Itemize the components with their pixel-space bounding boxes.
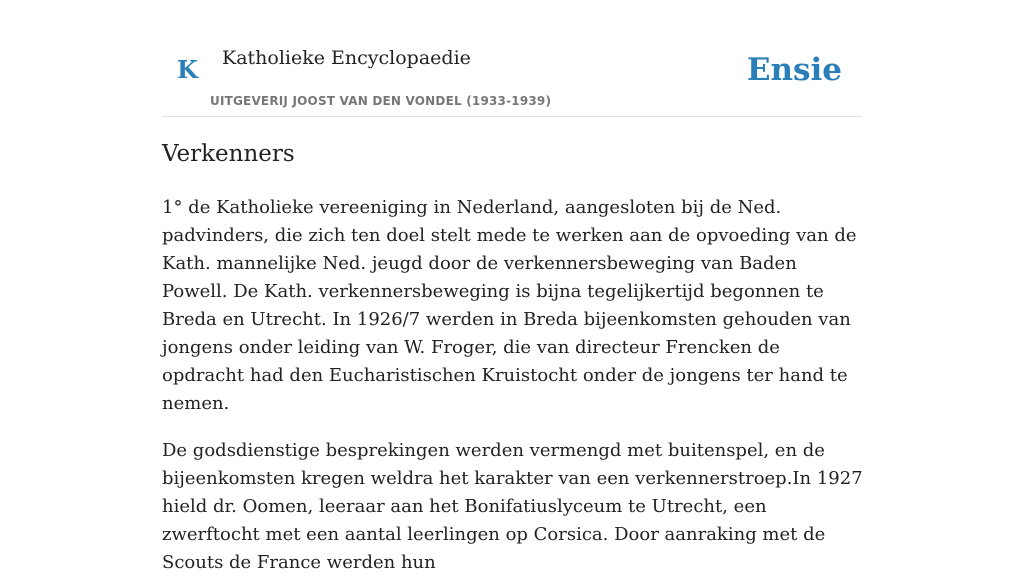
site-subtitle: UITGEVERIJ JOOST VAN DEN VONDEL (1933-1939) [210, 94, 552, 108]
site-title[interactable]: Katholieke Encyclopaedie [222, 47, 471, 69]
article-paragraph: 1° de Katholieke vereeniging in Nederland, aangesloten bij de Ned. padvinders, die zich ten doel stelt mede te werken aan de opvoeding van de Kath. mannelijke Ned. jeugd door de verkennersbeweging van Baden Powell. De Kath. verkennersbeweging is bijna tegelijkertijd begonnen te Breda en Utrecht. In 1926/7 werden in Breda bijeenkomsten gehouden van jongens onder leiding van W. Froger, die van directeur Frencken de opdracht had den Eucharistischen Kruistocht onder de jongens ter hand te nemen. [162, 197, 857, 414]
site-header [162, 0, 862, 117]
article-title: Verkenners [162, 141, 295, 167]
article [162, 138, 864, 577]
logo-k-icon[interactable]: K [177, 55, 198, 84]
ensie-logo[interactable]: Ensie [746, 52, 842, 88]
article-paragraph: De godsdienstige besprekingen werden vermengd met buitenspel, en de bijeenkomsten kregen weldra het karakter van een verkennerstroep.In 1927 hield dr. Oomen, leeraar aan het Bonifatiuslyceum te Utrecht, een zwerftocht met een aantal leerlingen op Corsica. Door aanraking met de Scouts de France werden hun [162, 440, 863, 573]
